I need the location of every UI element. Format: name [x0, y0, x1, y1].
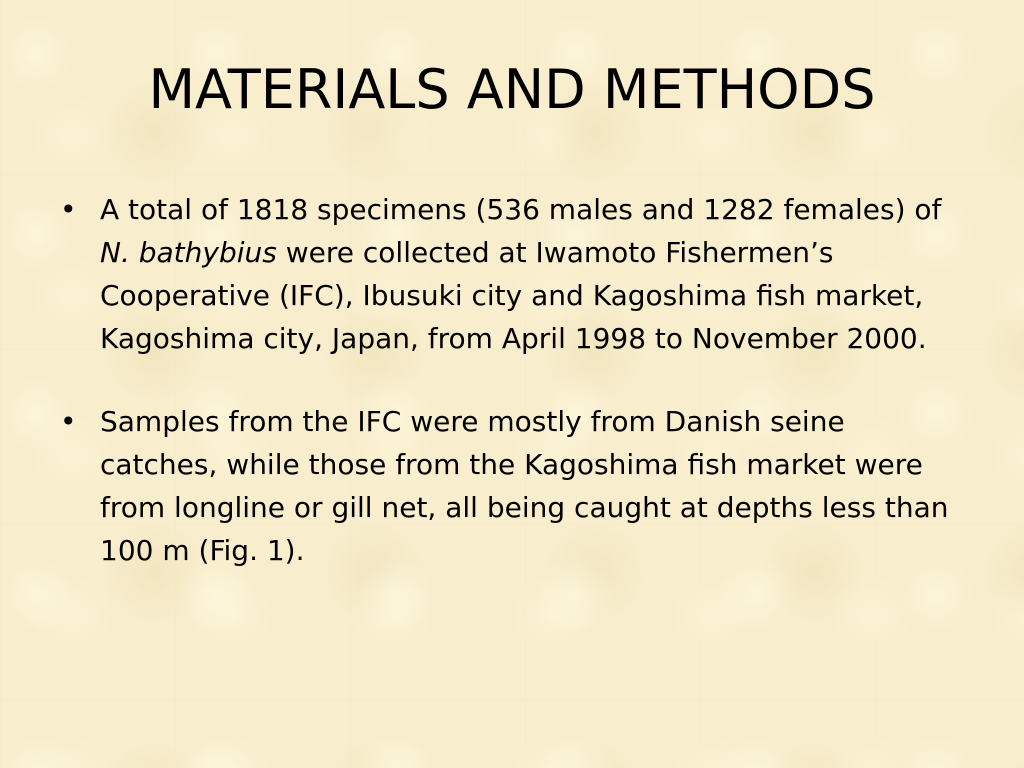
slide-title: MATERIALS AND METHODS	[148, 58, 876, 121]
bullet-item-samples	[56, 400, 956, 572]
species-name: N. bathybius	[100, 236, 277, 269]
bullet-text-location: were collected at Iwamoto Fishermen’s Cooperative (IFC), Ibusuki city and Kagoshima fish market, Kagoshima city, Japan, from April 1998 to November 2000.	[100, 236, 927, 355]
bullet-item-specimens	[56, 188, 956, 360]
bullet-marker: •	[60, 405, 77, 438]
bullet-list	[56, 188, 956, 612]
bullet-text-samples: Samples from the IFC were mostly from Danish seine catches, while those from the Kagoshima fish market were from longline or gill net, all being caught at depths less than 100 m (Fig. 1).	[100, 405, 949, 567]
bullet-marker: •	[60, 193, 77, 226]
bullet-text-intro: A total of 1818 specimens (536 males and 1282 females) of	[100, 193, 942, 226]
